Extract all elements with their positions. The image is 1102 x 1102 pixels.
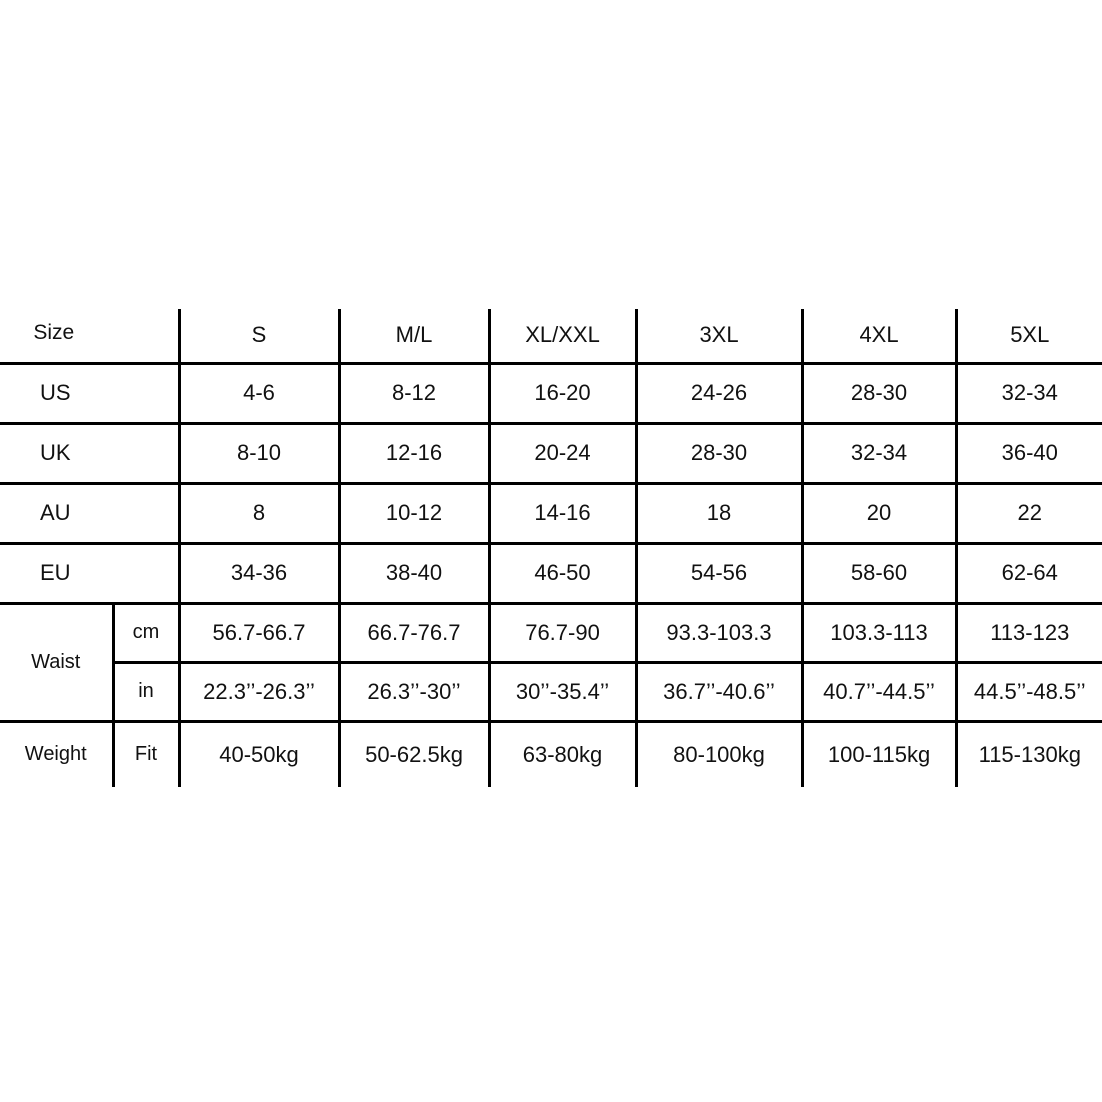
table-cell: 34-36 [179, 543, 339, 603]
table-cell: 66.7-76.7 [339, 603, 489, 662]
table-row-us [0, 363, 1102, 423]
table-cell: 28-30 [636, 423, 802, 483]
table-cell: 56.7-66.7 [179, 603, 339, 662]
row-label-us: US [0, 363, 179, 423]
unit-label-in: in [113, 662, 179, 721]
table-row-eu [0, 543, 1102, 603]
table-cell: 50-62.5kg [339, 721, 489, 787]
size-chart-table [0, 309, 1102, 787]
table-cell: 32-34 [802, 423, 956, 483]
table-cell: 4-6 [179, 363, 339, 423]
table-cell: 22.3’’-26.3’’ [179, 662, 339, 721]
table-cell: 36-40 [956, 423, 1102, 483]
table-cell: 14-16 [489, 483, 636, 543]
table-cell: 103.3-113 [802, 603, 956, 662]
size-column-header: XL/XXL [489, 309, 636, 363]
table-cell: 28-30 [802, 363, 956, 423]
size-column-header: 5XL [956, 309, 1102, 363]
table-cell: 16-20 [489, 363, 636, 423]
row-label-au: AU [0, 483, 179, 543]
table-cell: 58-60 [802, 543, 956, 603]
size-column-header: S [179, 309, 339, 363]
table-cell: 18 [636, 483, 802, 543]
header-size-label: Size [0, 309, 179, 363]
table-cell: 26.3’’-30’’ [339, 662, 489, 721]
table-cell: 46-50 [489, 543, 636, 603]
table-row-au [0, 483, 1102, 543]
table-cell: 38-40 [339, 543, 489, 603]
table-cell: 44.5’’-48.5’’ [956, 662, 1102, 721]
table-cell: 8 [179, 483, 339, 543]
table-cell: 54-56 [636, 543, 802, 603]
table-cell: 40.7’’-44.5’’ [802, 662, 956, 721]
table-row-uk [0, 423, 1102, 483]
table-row-weight [0, 721, 1102, 787]
row-label-waist: Waist [0, 603, 113, 721]
table-cell: 63-80kg [489, 721, 636, 787]
table-cell: 40-50kg [179, 721, 339, 787]
table-cell: 62-64 [956, 543, 1102, 603]
table-cell: 93.3-103.3 [636, 603, 802, 662]
table-cell: 24-26 [636, 363, 802, 423]
row-label-weight: Weight [0, 721, 113, 787]
table-cell: 32-34 [956, 363, 1102, 423]
table-cell: 20 [802, 483, 956, 543]
table-cell: 22 [956, 483, 1102, 543]
row-label-uk: UK [0, 423, 179, 483]
table-cell: 10-12 [339, 483, 489, 543]
unit-label-fit: Fit [113, 721, 179, 787]
table-cell: 76.7-90 [489, 603, 636, 662]
size-column-header: M/L [339, 309, 489, 363]
table-cell: 80-100kg [636, 721, 802, 787]
table-cell: 20-24 [489, 423, 636, 483]
size-column-header: 3XL [636, 309, 802, 363]
table-cell: 30’’-35.4’’ [489, 662, 636, 721]
header-row [0, 309, 1102, 363]
size-column-header: 4XL [802, 309, 956, 363]
table-row-waist-cm [0, 603, 1102, 662]
table-cell: 8-12 [339, 363, 489, 423]
table-row-waist-in [0, 662, 1102, 721]
table-cell: 8-10 [179, 423, 339, 483]
row-label-eu: EU [0, 543, 179, 603]
table-cell: 100-115kg [802, 721, 956, 787]
table-cell: 36.7’’-40.6’’ [636, 662, 802, 721]
table-cell: 115-130kg [956, 721, 1102, 787]
table-cell: 113-123 [956, 603, 1102, 662]
table-cell: 12-16 [339, 423, 489, 483]
unit-label-cm: cm [113, 603, 179, 662]
